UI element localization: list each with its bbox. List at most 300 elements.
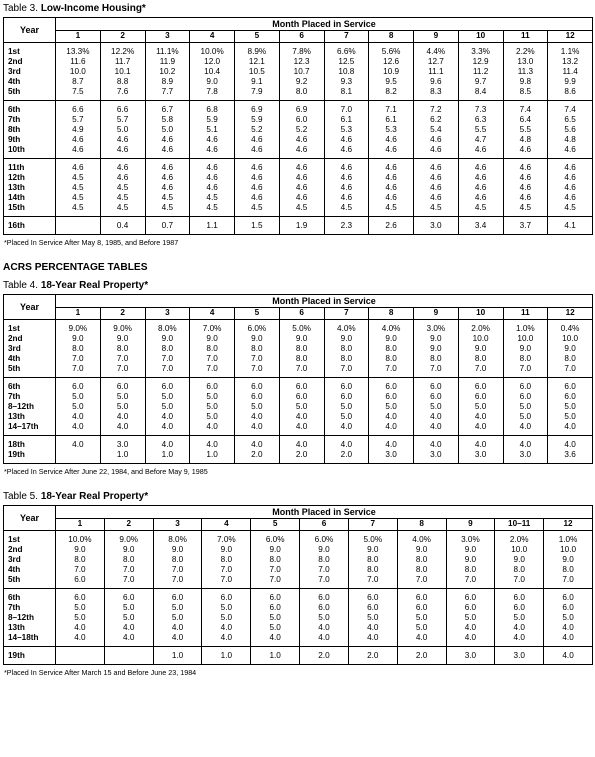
percentage-cell: 6.0 — [548, 378, 593, 393]
percentage-cell: 5.0 — [56, 613, 105, 623]
month-column-header: 8 — [369, 31, 414, 43]
percentage-cell: 4.0 — [190, 436, 235, 451]
percentage-cell: 4.6 — [503, 145, 548, 159]
month-placed-header: Month Placed in Service — [56, 18, 593, 31]
percentage-cell: 4.6 — [235, 183, 280, 193]
percentage-cell: 9.0 — [414, 334, 459, 344]
percentage-cell: 1.9 — [279, 217, 324, 235]
percentage-cell: 4.0 — [153, 623, 202, 633]
percentage-cell: 7.0 — [100, 364, 145, 378]
percentage-cell: 4.6 — [414, 183, 459, 193]
month-column-header: 11 — [503, 31, 548, 43]
percentage-cell: 2.0 — [300, 647, 349, 665]
percentage-cell: 4.6 — [369, 173, 414, 183]
percentage-cell: 7.0 — [503, 364, 548, 378]
percentage-cell: 6.0 — [153, 589, 202, 604]
percentage-cell: 8.0 — [369, 354, 414, 364]
year-cell: 6th — [8, 593, 21, 602]
percentage-cell: 2.6 — [369, 217, 414, 235]
percentage-cell: 5.0 — [153, 603, 202, 613]
table-row — [4, 575, 593, 589]
month-column-header: 4 — [202, 519, 251, 531]
month-column-header: 9 — [414, 308, 459, 320]
percentage-cell: 4.0 — [369, 412, 414, 422]
percentage-cell: 2.0 — [397, 647, 446, 665]
percentage-cell: 5.0 — [397, 613, 446, 623]
month-placed-header: Month Placed in Service — [56, 295, 593, 308]
percentage-cell: 7.0 — [202, 565, 251, 575]
percentage-cell: 6.0 — [56, 589, 105, 604]
percentage-cell: 5.9 — [235, 115, 280, 125]
percentage-cell: 6.0 — [548, 392, 593, 402]
percentage-cell: 4.0 — [251, 633, 300, 647]
percentage-cell: 7.0 — [414, 364, 459, 378]
month-column-header: 1 — [56, 519, 105, 531]
table3-footnote: *Placed In Service After May 8, 1985, and Before 1987 — [4, 238, 179, 247]
percentage-cell: 7.0% — [190, 320, 235, 335]
percentage-cell: 9.0 — [279, 334, 324, 344]
percentage-cell: 4.8 — [548, 135, 593, 145]
percentage-cell: 4.6 — [458, 159, 503, 174]
percentage-cell: 1.0 — [251, 647, 300, 665]
percentage-cell: 9.0 — [495, 555, 544, 565]
table-row — [4, 135, 593, 145]
percentage-cell: 5.0 — [202, 613, 251, 623]
percentage-cell: 5.0 — [100, 125, 145, 135]
percentage-cell: 5.0 — [458, 402, 503, 412]
month-column-header: 4 — [190, 31, 235, 43]
percentage-cell — [56, 647, 105, 665]
month-placed-header: Month Placed in Service — [56, 506, 593, 519]
year-cell: 16th — [8, 221, 25, 230]
percentage-cell: 5.0 — [235, 402, 280, 412]
percentage-cell: 7.0 — [300, 575, 349, 589]
percentage-cell: 8.8 — [100, 77, 145, 87]
year-cell: 7th — [8, 115, 21, 124]
percentage-cell: 4.5 — [235, 203, 280, 217]
percentage-cell: 5.0 — [56, 402, 101, 412]
row-group — [4, 436, 593, 464]
percentage-cell: 9.9 — [548, 77, 593, 87]
percentage-cell: 5.6% — [369, 43, 414, 58]
percentage-cell: 8.0 — [348, 555, 397, 565]
percentage-cell: 9.6 — [414, 77, 459, 87]
month-column-header: 5 — [235, 31, 280, 43]
table-row — [4, 203, 593, 217]
percentage-cell: 6.0 — [104, 589, 153, 604]
percentage-cell: 1.1% — [548, 43, 593, 58]
percentage-cell: 1.0 — [145, 450, 190, 464]
percentage-cell: 4.5 — [190, 203, 235, 217]
percentage-cell: 4.6 — [548, 183, 593, 193]
percentage-cell: 4.0 — [414, 422, 459, 436]
percentage-cell: 10.7 — [279, 67, 324, 77]
percentage-cell: 8.5 — [503, 87, 548, 101]
percentage-cell: 5.1 — [190, 125, 235, 135]
row-group — [4, 159, 593, 217]
percentage-cell: 6.0% — [300, 531, 349, 546]
percentage-cell: 8.0 — [397, 555, 446, 565]
percentage-cell: 12.7 — [414, 57, 459, 67]
percentage-cell: 3.4 — [458, 217, 503, 235]
percentage-cell: 8.0 — [202, 555, 251, 565]
month-column-header: 4 — [190, 308, 235, 320]
percentage-cell: 4.6 — [458, 193, 503, 203]
percentage-cell: 5.8 — [145, 115, 190, 125]
percentage-cell: 4.6 — [324, 145, 369, 159]
table3-low-income-housing — [3, 17, 593, 235]
percentage-cell: 6.0 — [300, 589, 349, 604]
percentage-cell: 8.0 — [56, 344, 101, 354]
percentage-cell: 4.5 — [458, 203, 503, 217]
percentage-cell: 4.0 — [56, 436, 101, 451]
table-row — [4, 43, 593, 58]
percentage-cell: 10.0% — [190, 43, 235, 58]
percentage-cell: 9.0 — [100, 334, 145, 344]
percentage-cell: 4.6 — [369, 193, 414, 203]
percentage-cell: 8.3 — [414, 87, 459, 101]
percentage-cell: 5.4 — [414, 125, 459, 135]
percentage-cell: 1.0 — [153, 647, 202, 665]
percentage-cell: 4.0 — [548, 422, 593, 436]
percentage-cell: 7.0 — [104, 575, 153, 589]
year-column-header: Year — [4, 18, 56, 43]
percentage-cell: 5.0% — [348, 531, 397, 546]
percentage-cell: 4.0 — [235, 412, 280, 422]
percentage-cell: 4.0 — [56, 412, 101, 422]
percentage-cell: 6.0 — [56, 378, 101, 393]
percentage-cell: 12.2% — [100, 43, 145, 58]
percentage-cell — [104, 647, 153, 665]
percentage-cell: 2.0 — [348, 647, 397, 665]
percentage-cell: 5.0% — [279, 320, 324, 335]
month-column-header: 3 — [145, 31, 190, 43]
percentage-cell: 7.0 — [458, 364, 503, 378]
section-heading: ACRS PERCENTAGE TABLES — [3, 262, 148, 273]
percentage-cell: 13.3% — [56, 43, 101, 58]
percentage-cell: 6.1 — [324, 115, 369, 125]
month-column-header: 2 — [100, 31, 145, 43]
percentage-cell: 5.3 — [369, 125, 414, 135]
percentage-cell: 7.0 — [56, 565, 105, 575]
year-cell: 2nd — [8, 545, 23, 554]
percentage-cell: 7.0 — [324, 101, 369, 116]
year-cell: 8–12th — [8, 613, 34, 622]
percentage-cell: 12.0 — [190, 57, 235, 67]
percentage-cell: 8.9% — [235, 43, 280, 58]
percentage-cell: 4.6 — [548, 145, 593, 159]
month-column-header: 12 — [548, 31, 593, 43]
percentage-cell: 6.0 — [251, 589, 300, 604]
percentage-cell: 5.0 — [56, 603, 105, 613]
percentage-cell: 8.6 — [548, 87, 593, 101]
percentage-cell: 6.0 — [279, 378, 324, 393]
percentage-cell: 7.0 — [235, 354, 280, 364]
percentage-cell: 4.6 — [503, 159, 548, 174]
percentage-cell: 3.0 — [495, 647, 544, 665]
row-group — [4, 320, 593, 378]
percentage-cell: 4.0 — [458, 412, 503, 422]
percentage-cell: 7.0 — [56, 354, 101, 364]
year-cell: 5th — [8, 575, 21, 584]
percentage-cell: 6.3 — [458, 115, 503, 125]
percentage-cell: 9.0 — [145, 334, 190, 344]
percentage-cell: 7.0 — [235, 364, 280, 378]
percentage-cell: 10.4 — [190, 67, 235, 77]
percentage-cell: 11.3 — [503, 67, 548, 77]
percentage-cell: 1.0 — [100, 450, 145, 464]
percentage-cell: 5.0 — [324, 402, 369, 412]
percentage-cell: 4.6 — [324, 159, 369, 174]
percentage-cell: 6.9 — [279, 101, 324, 116]
percentage-cell: 6.0 — [397, 603, 446, 613]
percentage-cell: 8.2 — [369, 87, 414, 101]
year-cell: 3rd — [8, 67, 21, 76]
month-column-header: 8 — [397, 519, 446, 531]
percentage-cell: 4.0% — [369, 320, 414, 335]
row-group — [4, 43, 593, 101]
percentage-cell: 8.0 — [324, 344, 369, 354]
percentage-cell: 7.0 — [495, 575, 544, 589]
month-column-header: 7 — [348, 519, 397, 531]
percentage-cell: 12.1 — [235, 57, 280, 67]
percentage-cell: 4.4% — [414, 43, 459, 58]
table-row — [4, 647, 593, 665]
percentage-cell: 3.0% — [446, 531, 495, 546]
percentage-cell: 9.0% — [56, 320, 101, 335]
percentage-cell: 5.2 — [279, 125, 324, 135]
percentage-cell: 4.0 — [369, 422, 414, 436]
row-group — [4, 589, 593, 647]
percentage-cell: 4.0 — [235, 422, 280, 436]
percentage-cell: 4.6 — [503, 183, 548, 193]
percentage-cell: 6.0 — [235, 392, 280, 402]
percentage-cell: 4.0 — [414, 412, 459, 422]
year-cell: 4th — [8, 565, 21, 574]
month-column-header: 6 — [300, 519, 349, 531]
table-row — [4, 436, 593, 451]
percentage-cell: 4.0 — [100, 412, 145, 422]
year-cell: 1st — [8, 47, 20, 56]
percentage-cell: 7.0 — [300, 565, 349, 575]
percentage-cell: 6.0 — [348, 603, 397, 613]
table5-18-year-real-property — [3, 505, 593, 665]
table-row — [4, 193, 593, 203]
percentage-cell: 9.0 — [414, 344, 459, 354]
percentage-cell: 7.0 — [190, 354, 235, 364]
percentage-cell: 4.6 — [190, 173, 235, 183]
percentage-cell: 9.0 — [202, 545, 251, 555]
percentage-cell: 3.0 — [458, 450, 503, 464]
percentage-cell: 4.0 — [414, 436, 459, 451]
percentage-cell: 10.0 — [503, 334, 548, 344]
percentage-cell: 7.8% — [279, 43, 324, 58]
year-cell: 4th — [8, 77, 21, 86]
percentage-cell: 5.0 — [495, 613, 544, 623]
percentage-cell: 4.0 — [503, 436, 548, 451]
table-row — [4, 531, 593, 546]
table-row — [4, 67, 593, 77]
percentage-cell: 4.0 — [145, 422, 190, 436]
month-column-header: 3 — [153, 519, 202, 531]
month-column-header: 7 — [324, 31, 369, 43]
percentage-cell — [56, 217, 101, 235]
percentage-cell: 5.0 — [145, 402, 190, 412]
percentage-cell: 9.0 — [446, 545, 495, 555]
table-row — [4, 320, 593, 335]
percentage-cell: 6.0 — [279, 392, 324, 402]
percentage-cell: 8.0 — [503, 354, 548, 364]
percentage-cell: 9.5 — [369, 77, 414, 87]
table-row — [4, 378, 593, 393]
year-cell: 3rd — [8, 344, 21, 353]
percentage-cell: 2.0 — [279, 450, 324, 464]
percentage-cell: 0.4 — [100, 217, 145, 235]
table4-title — [3, 280, 593, 292]
month-column-header: 5 — [235, 308, 280, 320]
percentage-cell: 4.5 — [503, 203, 548, 217]
percentage-cell: 9.0 — [190, 334, 235, 344]
percentage-cell: 3.6 — [548, 450, 593, 464]
percentage-cell: 4.6 — [56, 159, 101, 174]
percentage-cell: 9.0% — [100, 320, 145, 335]
percentage-cell: 4.0 — [348, 623, 397, 633]
percentage-cell: 4.6 — [458, 183, 503, 193]
percentage-cell: 4.6 — [548, 159, 593, 174]
percentage-cell: 5.0 — [251, 623, 300, 633]
percentage-cell: 4.6 — [279, 159, 324, 174]
percentage-cell: 7.0 — [251, 575, 300, 589]
month-column-header: 2 — [100, 308, 145, 320]
percentage-cell: 9.7 — [458, 77, 503, 87]
percentage-cell: 4.0 — [324, 436, 369, 451]
row-group — [4, 101, 593, 159]
percentage-cell: 1.0% — [544, 531, 593, 546]
percentage-cell: 4.6 — [235, 159, 280, 174]
percentage-cell: 10.5 — [235, 67, 280, 77]
table-row — [4, 115, 593, 125]
percentage-cell: 9.3 — [324, 77, 369, 87]
percentage-cell: 7.0 — [446, 575, 495, 589]
percentage-cell: 4.6 — [279, 145, 324, 159]
percentage-cell: 5.0 — [324, 412, 369, 422]
table-row — [4, 402, 593, 412]
percentage-cell: 4.5 — [324, 203, 369, 217]
percentage-cell: 6.0 — [446, 589, 495, 604]
percentage-cell: 1.0 — [202, 647, 251, 665]
percentage-cell: 4.6 — [503, 173, 548, 183]
percentage-cell: 8.0 — [348, 565, 397, 575]
percentage-cell: 10.2 — [145, 67, 190, 77]
year-cell: 5th — [8, 87, 21, 96]
percentage-cell: 4.6 — [145, 159, 190, 174]
percentage-cell: 4.6 — [324, 173, 369, 183]
percentage-cell: 5.0 — [414, 402, 459, 412]
percentage-cell: 9.0 — [397, 545, 446, 555]
table-row — [4, 101, 593, 116]
percentage-cell: 6.0 — [279, 115, 324, 125]
percentage-cell: 4.5 — [369, 203, 414, 217]
percentage-cell: 7.0 — [348, 575, 397, 589]
table-row — [4, 159, 593, 174]
percentage-cell: 8.0 — [369, 344, 414, 354]
percentage-cell: 4.5 — [190, 193, 235, 203]
percentage-cell: 4.6 — [100, 173, 145, 183]
percentage-cell: 10.0 — [56, 67, 101, 77]
percentage-cell: 4.6 — [324, 193, 369, 203]
percentage-cell: 8.0 — [414, 354, 459, 364]
year-cell: 13th — [8, 412, 25, 421]
percentage-cell: 6.0 — [397, 589, 446, 604]
percentage-cell: 6.0 — [495, 603, 544, 613]
percentage-cell: 8.0 — [104, 555, 153, 565]
percentage-cell: 4.6 — [458, 173, 503, 183]
percentage-cell: 7.4 — [503, 101, 548, 116]
percentage-cell: 4.6 — [145, 135, 190, 145]
percentage-cell: 7.0% — [202, 531, 251, 546]
percentage-cell: 13.2 — [548, 57, 593, 67]
month-column-header: 5 — [251, 519, 300, 531]
percentage-cell: 4.0 — [300, 623, 349, 633]
percentage-cell: 7.0 — [104, 565, 153, 575]
percentage-cell: 8.0 — [145, 344, 190, 354]
percentage-cell: 6.0 — [190, 378, 235, 393]
percentage-cell: 7.2 — [414, 101, 459, 116]
percentage-cell: 8.0 — [235, 344, 280, 354]
percentage-cell: 7.3 — [458, 101, 503, 116]
year-cell: 6th — [8, 382, 21, 391]
percentage-cell: 5.0 — [503, 402, 548, 412]
percentage-cell: 9.0 — [548, 344, 593, 354]
table-row — [4, 57, 593, 67]
month-column-header: 9 — [446, 519, 495, 531]
row-group — [4, 647, 593, 665]
month-column-header: 1 — [56, 308, 101, 320]
percentage-cell: 4.6 — [369, 183, 414, 193]
percentage-cell: 4.6 — [279, 135, 324, 145]
percentage-cell: 4.5 — [548, 203, 593, 217]
percentage-cell: 8.0 — [100, 344, 145, 354]
percentage-cell: 8.0 — [56, 555, 105, 565]
percentage-cell: 3.0 — [414, 217, 459, 235]
percentage-cell: 0.4% — [548, 320, 593, 335]
percentage-cell: 7.0 — [145, 354, 190, 364]
year-cell: 8th — [8, 125, 21, 134]
year-cell: 10th — [8, 145, 25, 154]
percentage-cell: 10.9 — [369, 67, 414, 77]
percentage-cell: 4.6 — [145, 145, 190, 159]
year-cell: 14–18th — [8, 633, 39, 642]
table4-title-text: 18-Year Real Property* — [40, 280, 149, 291]
percentage-cell: 3.0 — [414, 450, 459, 464]
percentage-cell: 7.5 — [56, 87, 101, 101]
percentage-cell: 9.0 — [458, 344, 503, 354]
month-column-header: 10 — [458, 31, 503, 43]
percentage-cell: 10.0 — [495, 545, 544, 555]
year-cell: 14th — [8, 193, 25, 202]
percentage-cell: 5.0 — [369, 402, 414, 412]
percentage-cell: 4.6 — [279, 183, 324, 193]
percentage-cell: 4.0 — [279, 412, 324, 422]
percentage-cell: 4.6 — [100, 135, 145, 145]
percentage-cell: 8.0 — [190, 344, 235, 354]
percentage-cell: 11.4 — [548, 67, 593, 77]
table-row — [4, 217, 593, 235]
percentage-cell: 13.0 — [503, 57, 548, 67]
percentage-cell: 10.0% — [56, 531, 105, 546]
table5-label: Table 5. — [3, 491, 39, 502]
table-row — [4, 334, 593, 344]
